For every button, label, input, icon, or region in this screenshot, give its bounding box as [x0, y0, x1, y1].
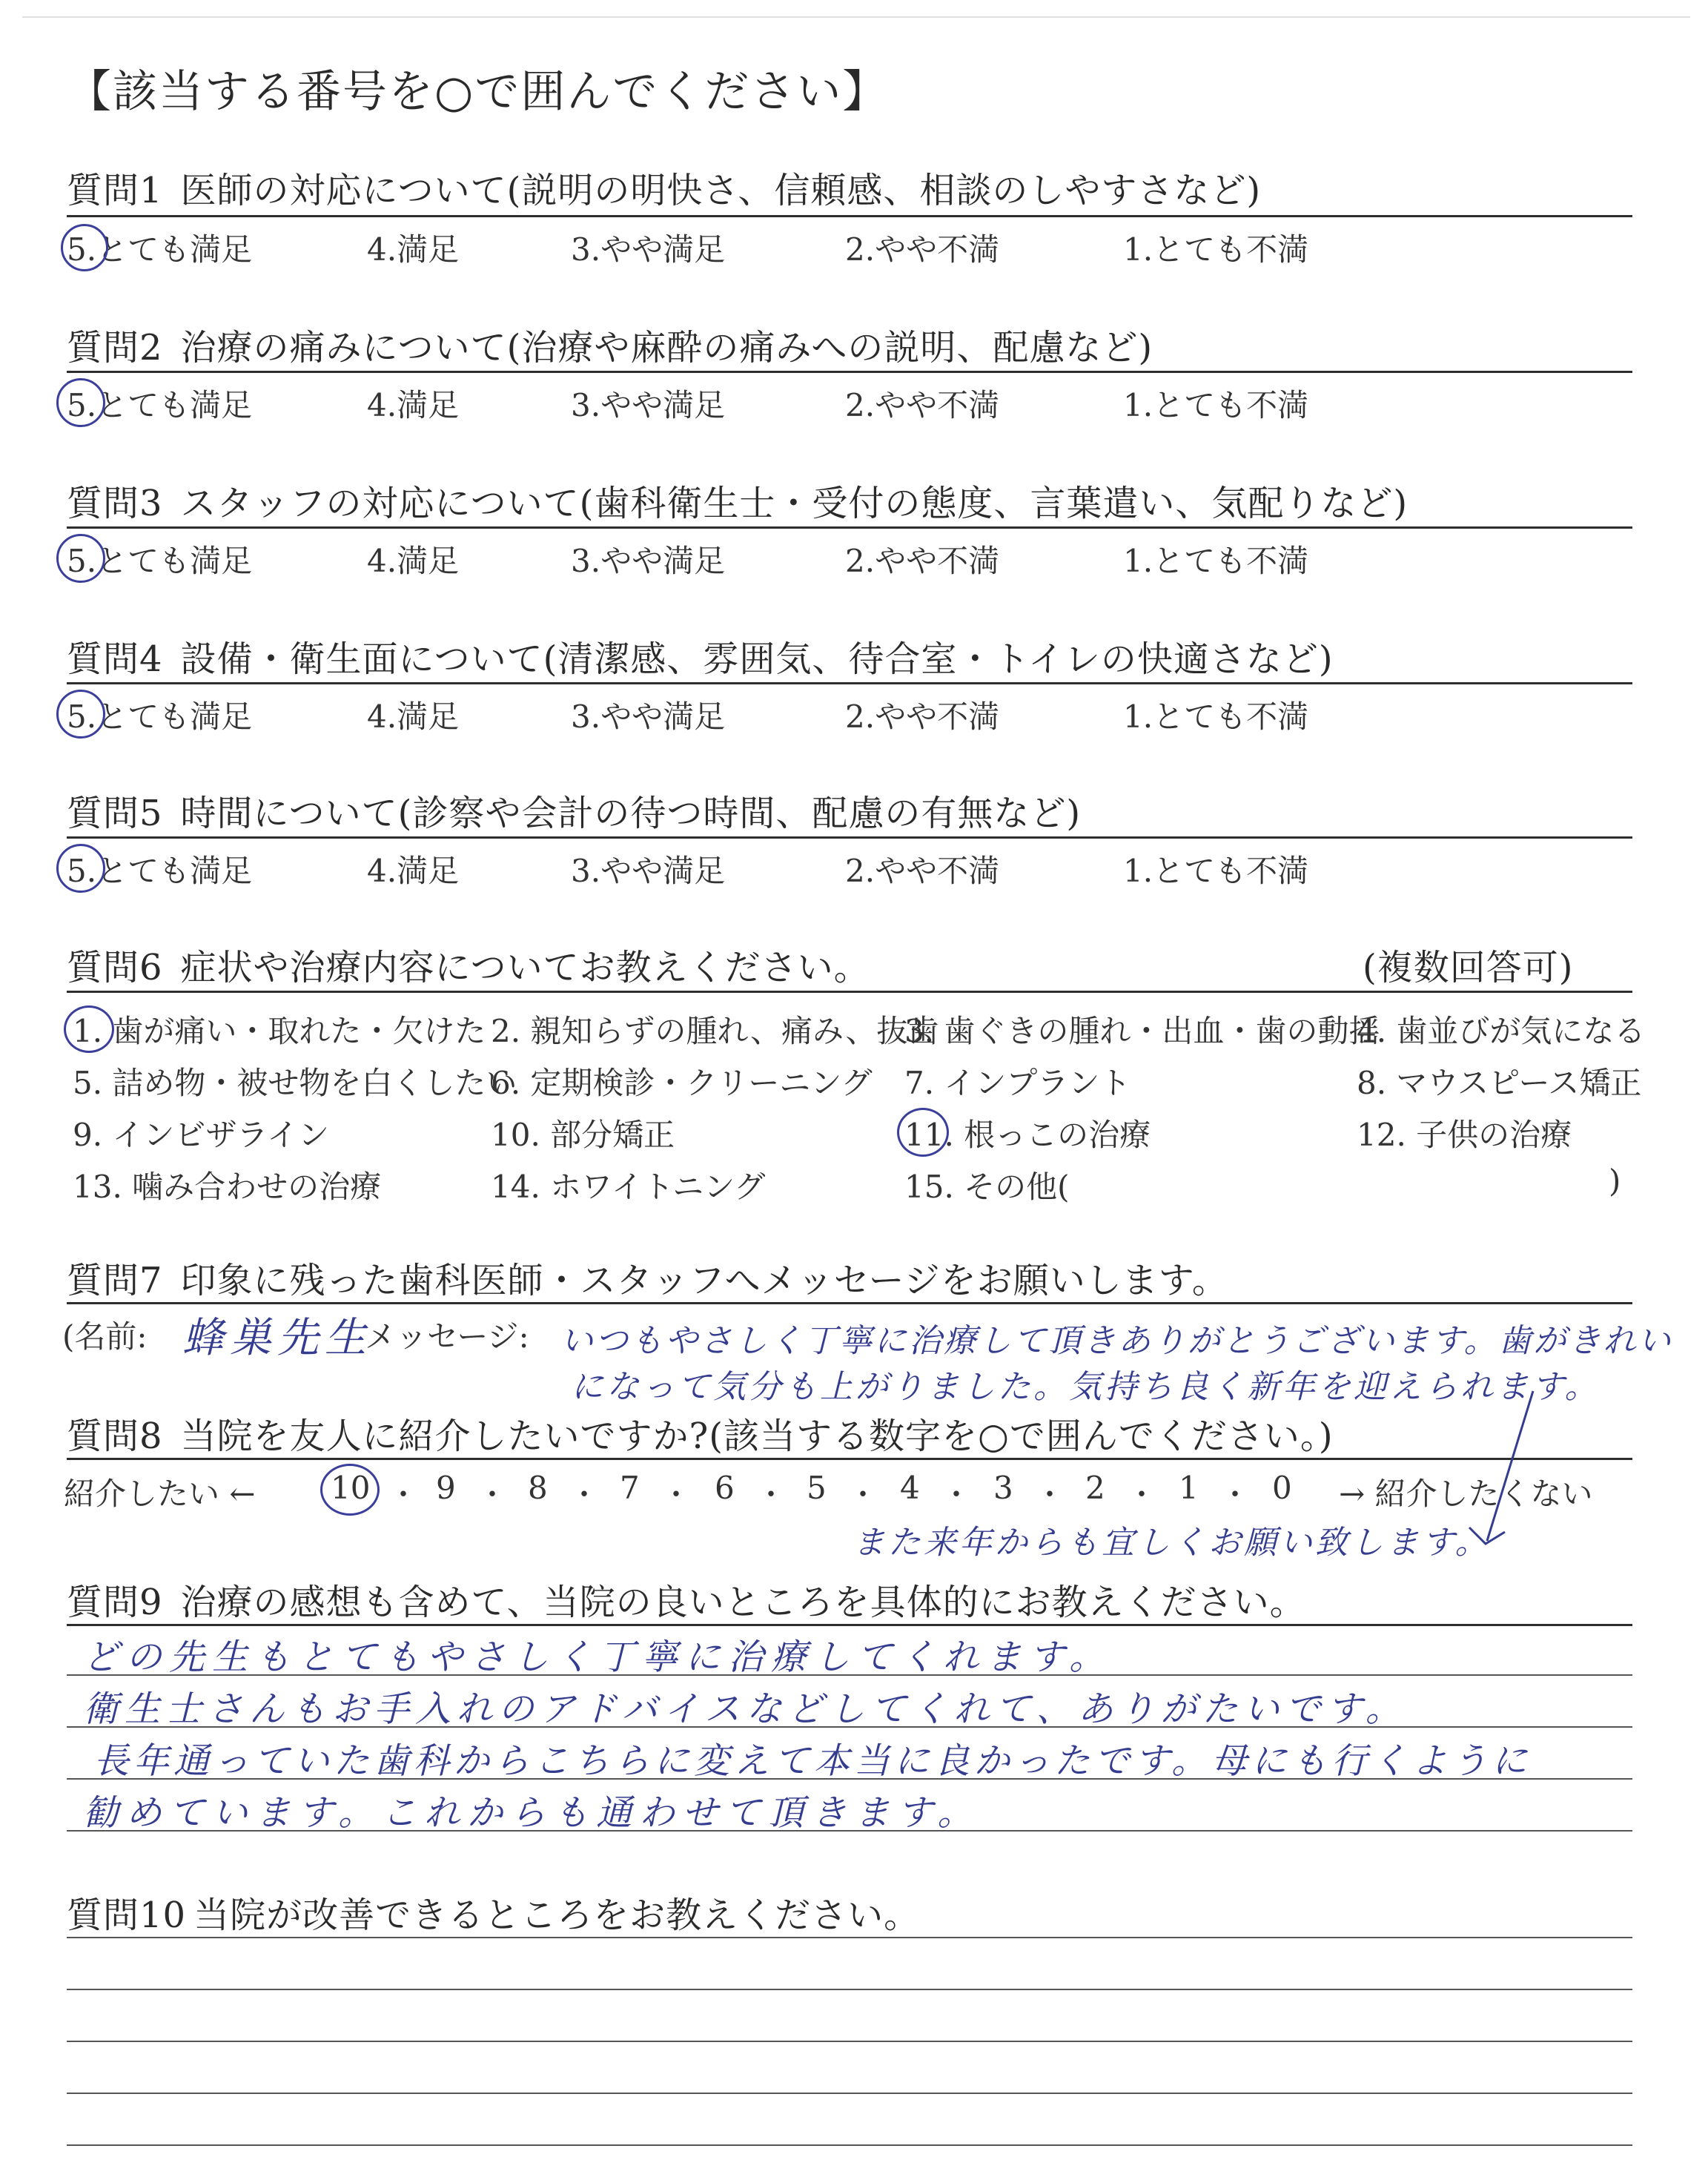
answer-circle — [56, 378, 105, 427]
score-answer-circle — [320, 1464, 380, 1516]
q6-item-7[interactable]: 7. インプラント — [904, 1065, 1131, 1101]
score-5[interactable]: 5 — [807, 1470, 827, 1506]
option-1[interactable]: 1.とても不満 — [1123, 387, 1309, 423]
question-2-rule — [67, 371, 1632, 373]
score-separator: ・ — [1220, 1478, 1250, 1512]
option-2[interactable]: 2.やや不満 — [845, 543, 1000, 579]
question-1-title — [67, 162, 1261, 213]
form-header: 【該当する番号を○で囲んでください】 — [67, 66, 889, 118]
score-6[interactable]: 6 — [715, 1470, 735, 1506]
q6-item-13[interactable]: 13. 噛み合わせの治療 — [73, 1169, 382, 1205]
q6-item-9[interactable]: 9. インビザライン — [73, 1117, 330, 1153]
option-3[interactable]: 3.やや満足 — [571, 231, 726, 268]
q6-item-1[interactable]: 1. 歯が痛い・取れた・欠けた — [73, 1013, 486, 1049]
name-label: (名前: — [62, 1318, 148, 1355]
option-1[interactable]: 1.とても不満 — [1123, 543, 1309, 579]
question-number: 質問2 — [67, 327, 163, 369]
score-separator: ・ — [1127, 1478, 1156, 1512]
question-number: 質問9 — [67, 1582, 163, 1623]
answer-line[interactable] — [67, 1937, 1632, 1938]
score-9[interactable]: 9 — [436, 1470, 456, 1506]
option-5[interactable]: 5.とても満足 — [67, 543, 253, 579]
message-line-3[interactable]: また来年からも宜しくお願い致します。 — [853, 1524, 1491, 1562]
q6-item-15[interactable]: 15. その他( — [904, 1169, 1070, 1205]
question-9-title — [67, 1573, 1306, 1625]
question-9-rule — [67, 1624, 1632, 1626]
score-0[interactable]: 0 — [1272, 1470, 1292, 1506]
score-separator: ・ — [941, 1478, 971, 1512]
q6-item-14[interactable]: 14. ホワイトニング — [491, 1169, 766, 1205]
q9-answer-line-2[interactable]: 衛生士さんもお手入れのアドバイスなどしてくれて、ありがたいです。 — [83, 1688, 1407, 1730]
option-3[interactable]: 3.やや満足 — [571, 853, 726, 889]
question-text: 設備・衛生面について(清潔感、雰囲気、待合室・トイレの快適さなど) — [180, 638, 1334, 680]
question-7-rule — [67, 1302, 1632, 1304]
message-label: メッセージ: — [365, 1318, 529, 1355]
answer-line[interactable] — [67, 2041, 1632, 2042]
question-7-title — [67, 1252, 1228, 1303]
q9-answer-line-3[interactable]: 長年通っていた歯科からこちらに変えて本当に良かったです。母にも行くように — [93, 1740, 1532, 1782]
recommend-right-label: → 紹介したくない — [1339, 1476, 1593, 1512]
question-text: 症状や治療内容についてお教えください。 — [180, 947, 870, 988]
option-4[interactable]: 4.満足 — [367, 853, 460, 889]
option-1[interactable]: 1.とても不満 — [1123, 231, 1309, 268]
option-2[interactable]: 2.やや不満 — [845, 853, 1000, 889]
option-1[interactable]: 1.とても不満 — [1123, 853, 1309, 889]
q6-item-4[interactable]: 4. 歯並びが気になる — [1357, 1013, 1646, 1049]
question-6-title — [67, 939, 870, 990]
q6-answer-circle-1 — [64, 1005, 114, 1053]
score-separator: ・ — [661, 1478, 691, 1512]
answer-circle — [56, 690, 105, 739]
question-2-title — [67, 319, 1153, 370]
question-text: 当院が改善できるところをお教えください。 — [193, 1895, 921, 1936]
question-number: 質問5 — [67, 793, 163, 834]
option-4[interactable]: 4.満足 — [367, 231, 460, 268]
score-separator: ・ — [1035, 1478, 1065, 1512]
question-10-title — [67, 1886, 920, 1938]
score-10[interactable]: 10 — [331, 1470, 371, 1506]
option-3[interactable]: 3.やや満足 — [571, 698, 726, 735]
option-5[interactable]: 5.とても満足 — [67, 698, 253, 735]
answer-circle — [56, 844, 105, 893]
q6-item-3[interactable]: 3. 歯ぐきの腫れ・出血・歯の動揺 — [904, 1013, 1380, 1049]
option-3[interactable]: 3.やや満足 — [571, 387, 726, 423]
q9-answer-line-4[interactable]: 勧めています。これからも通わせて頂きます。 — [83, 1792, 981, 1834]
score-7[interactable]: 7 — [620, 1470, 640, 1506]
question-1-rule — [67, 215, 1632, 217]
q6-item-5[interactable]: 5. 詰め物・被せ物を白くしたい — [73, 1065, 517, 1101]
question-5-title — [67, 785, 1081, 836]
question-text: 時間について(診察や会計の待つ時間、配慮の有無など) — [180, 793, 1082, 834]
q6-answer-circle-11 — [897, 1108, 949, 1157]
q6-item-10[interactable]: 10. 部分矯正 — [491, 1117, 675, 1153]
question-5-rule — [67, 836, 1632, 839]
score-4[interactable]: 4 — [900, 1470, 920, 1506]
question-text: 当院を友人に紹介したいですか?(該当する数字を○で囲んでください。) — [180, 1416, 1334, 1457]
option-4[interactable]: 4.満足 — [367, 387, 460, 423]
option-5[interactable]: 5.とても満足 — [67, 387, 253, 423]
q6-item-12[interactable]: 12. 子供の治療 — [1357, 1117, 1572, 1153]
name-value[interactable]: 蜂巣先生 — [182, 1314, 372, 1362]
score-1[interactable]: 1 — [1179, 1470, 1199, 1506]
score-3[interactable]: 3 — [993, 1470, 1013, 1506]
answer-circle — [61, 224, 108, 271]
score-separator: ・ — [388, 1478, 418, 1512]
score-separator: ・ — [569, 1478, 599, 1512]
question-6-rule — [67, 991, 1632, 993]
q9-answer-line-1[interactable]: どの先生もとてもやさしく丁寧に治療してくれます。 — [83, 1636, 1113, 1678]
question-number: 質問8 — [67, 1416, 163, 1457]
question-number: 質問3 — [67, 483, 163, 524]
question-text: 治療の痛みについて(治療や麻酔の痛みへの説明、配慮など) — [180, 327, 1153, 369]
question-text: 印象に残った歯科医師・スタッフへメッセージをお願いします。 — [180, 1260, 1228, 1301]
question-number: 質問10 — [67, 1895, 187, 1936]
option-4[interactable]: 4.満足 — [367, 543, 460, 579]
score-2[interactable]: 2 — [1085, 1470, 1105, 1506]
q6-item-11[interactable]: 11. 根っこの治療 — [904, 1117, 1151, 1153]
score-separator: ・ — [756, 1478, 786, 1512]
question-8-rule — [67, 1458, 1632, 1460]
q6-item-8[interactable]: 8. マウスピース矯正 — [1357, 1065, 1642, 1101]
option-3[interactable]: 3.やや満足 — [571, 543, 726, 579]
message-line-2[interactable]: になって気分も上がりました。気持ち良く新年を迎えられます。 — [571, 1368, 1601, 1406]
answer-circle — [56, 534, 105, 583]
question-number: 質問6 — [67, 947, 163, 988]
question-4-title — [67, 630, 1334, 681]
page-top-edge — [22, 16, 1690, 18]
question-text: 治療の感想も含めて、当院の良いところを具体的にお教えください。 — [180, 1582, 1306, 1623]
question-number: 質問4 — [67, 638, 163, 680]
question-4-rule — [67, 682, 1632, 684]
message-line-1[interactable]: いつもやさしく丁寧に治療して頂きありがとうございます。歯がきれい — [560, 1322, 1673, 1360]
q6-item-6[interactable]: 6. 定期検診・クリーニング — [491, 1065, 873, 1101]
option-2[interactable]: 2.やや不満 — [845, 387, 1000, 423]
answer-line[interactable] — [67, 2144, 1632, 2146]
score-separator: ・ — [477, 1478, 507, 1512]
q6-item-2[interactable]: 2. 親知らずの腫れ、痛み、抜歯 — [491, 1013, 939, 1049]
recommend-left-label: 紹介したい ← — [64, 1476, 256, 1512]
option-2[interactable]: 2.やや不満 — [845, 231, 1000, 268]
question-text: スタッフの対応について(歯科衛生士・受付の態度、言葉遣い、気配りなど) — [180, 483, 1409, 524]
question-3-title — [67, 475, 1408, 526]
answer-line[interactable] — [67, 2093, 1632, 2094]
question-text: 医師の対応について(説明の明快さ、信頼感、相談のしやすさなど) — [180, 170, 1262, 211]
question-number: 質問1 — [67, 170, 163, 211]
score-8[interactable]: 8 — [528, 1470, 548, 1506]
option-4[interactable]: 4.満足 — [367, 698, 460, 735]
option-5[interactable]: 5.とても満足 — [67, 853, 253, 889]
option-2[interactable]: 2.やや不満 — [845, 698, 1000, 735]
answer-line[interactable] — [67, 1989, 1632, 1990]
question-number: 質問7 — [67, 1260, 163, 1301]
option-5[interactable]: 5.とても満足 — [67, 231, 253, 268]
question-3-rule — [67, 526, 1632, 529]
score-separator: ・ — [848, 1478, 878, 1512]
option-1[interactable]: 1.とても不満 — [1123, 698, 1309, 735]
question-8-title — [67, 1407, 1334, 1459]
multiple-answer-note: (複数回答可) — [1363, 947, 1574, 988]
q6-item-15-close: ) — [1609, 1163, 1621, 1199]
